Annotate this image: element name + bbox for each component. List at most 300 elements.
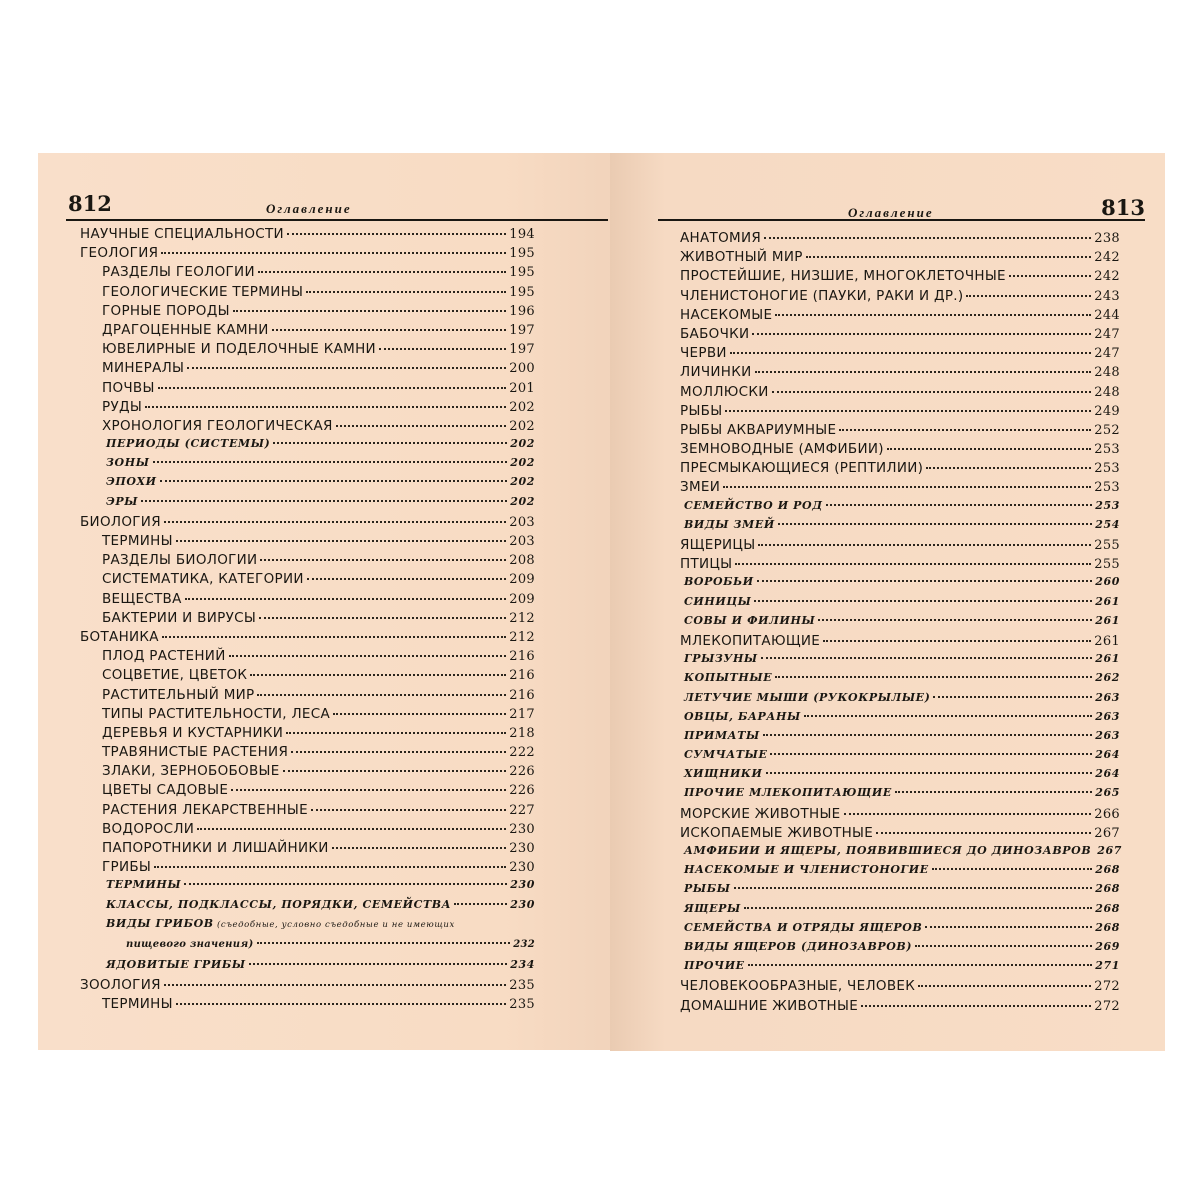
dot-leader [918,985,1091,987]
toc-entry-title: МИНЕРАЛЫ [102,360,185,377]
toc-entry [80,958,535,977]
toc-entry-title: БОТАНИКА [80,628,159,645]
toc-entry-page: 197 [509,322,535,338]
toc-entry-page: 202 [510,475,535,489]
toc-entry [680,288,1120,307]
toc-entry [80,418,535,437]
toc-entry-page: 216 [509,668,535,684]
toc-entry-title: НАСЕКОМЫЕ [680,306,773,323]
toc-entry-title: ДОМАШНИЕ ЖИВОТНЫЕ [680,997,859,1014]
dot-leader [758,544,1091,546]
dot-leader [804,715,1092,717]
dot-leader [933,696,1092,698]
toc-entry [80,456,535,475]
toc-entry-title: СОЦВЕТИЕ, ЦВЕТОК [102,667,248,684]
dot-leader [158,387,507,389]
toc-entry-page: 268 [1095,863,1120,877]
toc-entry-page: 243 [1094,288,1120,304]
toc-entry-title: КОПЫТНЫЕ [684,671,773,685]
toc-entry [680,671,1120,690]
toc-entry-page: 267 [1094,825,1120,841]
toc-entry-title: НАУЧНЫЕ СПЕЦИАЛЬНОСТИ [80,226,284,242]
toc-entry [80,284,535,303]
toc-entry [80,859,535,878]
toc-entry [80,303,535,322]
toc-entry [80,629,535,648]
toc-entry [80,977,535,996]
toc-entry-page: 234 [510,957,535,971]
toc-entry-title: ХИЩНИКИ [684,767,763,781]
toc-entry [680,767,1120,786]
dot-leader [723,486,1091,488]
toc-entry [80,533,535,552]
toc-entry-page: 195 [509,265,535,281]
toc-entry [680,652,1120,671]
toc-entry-page: 255 [1094,538,1120,553]
toc-entry-page: 263 [1095,728,1120,742]
dot-leader [876,832,1091,834]
dot-leader [844,813,1092,815]
dot-leader [735,563,1091,565]
dot-leader [778,523,1092,525]
dot-leader [818,619,1092,621]
toc-entry [80,648,535,667]
dot-leader [775,314,1091,316]
toc-entry-page: 268 [1095,882,1120,896]
dot-leader [286,732,506,734]
toc-entry [80,917,535,939]
running-title: Оглавление [266,201,352,216]
toc-entry-page: 208 [509,553,535,569]
toc-entry [80,610,535,629]
toc-entry-page: 247 [1094,326,1120,342]
toc-entry-title: ВИДЫ ГРИБОВ (съедобные, условно съедобные и не имеющих [106,916,455,930]
toc-entry-page: 263 [1095,690,1120,704]
toc-entry-title: ПТИЦЫ [680,556,733,573]
dot-leader [887,448,1091,450]
dot-leader [333,713,506,715]
toc-entry-page: 260 [1095,575,1120,589]
dot-leader [454,903,507,905]
toc-entry-title: ЛЕТУЧИЕ МЫШИ (РУКОКРЫЛЫЕ) [684,690,931,704]
dot-leader [757,580,1092,582]
dot-leader [806,256,1092,258]
toc-entry-title: ТЕРМИНЫ [102,996,173,1013]
dot-leader [259,617,506,619]
toc-entry-page: 272 [1094,979,1120,995]
dot-leader [823,640,1091,642]
toc-entry-page: 235 [509,978,535,994]
toc-entry [680,403,1120,422]
dot-leader [229,655,507,657]
toc-entry-page: 202 [510,437,535,451]
dot-leader [257,942,511,944]
toc-entry [80,878,535,897]
toc-entry-page: 212 [509,610,535,626]
toc-entry-title: СУМЧАТЫЕ [684,748,768,762]
dot-leader [184,883,507,885]
dot-leader [307,578,507,580]
toc-entry [80,399,535,418]
toc-entry-page: 249 [1094,403,1120,419]
toc-entry-page: 226 [509,764,535,780]
toc-entry-title: РАСТЕНИЯ ЛЕКАРСТВЕННЫЕ [102,801,308,818]
toc-entry-page: 200 [509,361,535,377]
toc-entry-page: 263 [1095,709,1120,723]
toc-entry-title: ЗМЕИ [680,479,721,496]
dot-leader [233,310,506,312]
toc-entry-title: АНАТОМИЯ [680,230,762,246]
toc-entry-title: ЧЕЛОВЕКООБРАЗНЫЕ, ЧЕЛОВЕК [680,978,916,995]
dot-leader [273,442,507,444]
toc-entry [80,802,535,821]
toc-entry [80,706,535,725]
toc-entry-title: ЭРЫ [106,494,139,508]
toc-entry [80,226,535,245]
toc-entry-title: РЫБЫ АКВАРИУМНЫЕ [680,421,837,438]
dot-leader [287,233,506,235]
toc-entry-page: 248 [1094,365,1120,381]
toc-entry [80,821,535,840]
toc-entry-title: ЖИВОТНЫЙ МИР [680,249,803,266]
toc-entry [680,710,1120,729]
toc-entry-title: ПАПОРОТНИКИ И ЛИШАЙНИКИ [102,840,329,856]
right-page-header [658,189,1145,221]
toc-entry [80,687,535,706]
toc-entry-title: РЫБЫ [680,402,723,419]
toc-entry-title: ТЕРМИНЫ [106,878,182,892]
toc-entry-page: 266 [1094,806,1120,822]
toc-entry-title: ЗЛАКИ, ЗЕРНОБОБОВЫЕ [102,763,280,780]
left-page-header [66,189,608,221]
toc-entry-title: ЧЛЕНИСТОНОГИЕ (ПАУКИ, РАКИ И ДР.) [680,287,964,304]
toc-entry-title: КЛАССЫ, ПОДКЛАССЫ, ПОРЯДКИ, СЕМЕЙСТВА [106,897,452,911]
toc-entry-title: ЗОНЫ [106,456,150,470]
dot-leader [966,295,1091,297]
toc-entry-page: 253 [1095,498,1120,512]
table-of-contents-left [80,226,535,1016]
dot-leader [272,329,507,331]
dot-leader [154,866,506,868]
dot-leader [770,753,1092,755]
toc-entry [680,556,1120,575]
toc-entry-page: 217 [509,706,535,722]
dot-leader [772,391,1092,393]
toc-entry-page: 238 [1094,231,1120,246]
dot-leader [311,809,506,811]
toc-entry-title: ЯДОВИТЫЕ ГРИБЫ [106,957,246,971]
toc-entry-page: 252 [1094,422,1120,438]
toc-entry-title: ПРОСТЕЙШИЕ, НИЗШИЕ, МНОГОКЛЕТОЧНЫЕ [680,268,1006,285]
toc-entry [680,441,1120,460]
dot-leader [161,252,506,254]
toc-entry-title: ГЕОЛОГИЯ [80,245,159,262]
toc-entry-title: МОРСКИЕ ЖИВОТНЫЕ [680,805,841,822]
toc-entry [680,268,1120,287]
toc-entry-title: НАСЕКОМЫЕ И ЧЛЕНИСТОНОГИЕ [684,863,929,877]
toc-entry [680,307,1120,326]
toc-entry-page: 203 [509,534,535,549]
page-number: 812 [68,191,112,216]
toc-entry-page: 212 [509,629,535,645]
toc-entry-title: ЭПОХИ [106,475,157,489]
toc-entry-title: ПЕРИОДЫ (СИСТЕМЫ) [106,437,271,451]
toc-entry-title: СОВЫ И ФИЛИНЫ [684,613,816,627]
toc-entry-page: 226 [509,783,535,799]
toc-entry [80,495,535,514]
dot-leader [162,636,506,638]
dot-leader [231,789,506,791]
dot-leader [725,410,1091,412]
toc-entry [80,667,535,686]
dot-leader [839,429,1091,431]
toc-entry-page: 197 [509,342,535,358]
running-title: Оглавление [848,205,934,220]
toc-entry-title: ВИДЫ ЯЩЕРОВ (ДИНОЗАВРОВ) [684,939,913,953]
toc-entry [80,939,535,958]
dot-leader [761,657,1092,659]
dot-leader [306,291,506,293]
dot-leader [925,926,1092,928]
toc-entry-page: 216 [509,687,535,703]
toc-entry [80,437,535,456]
toc-entry [680,422,1120,441]
toc-entry-title: ОВЦЫ, БАРАНЫ [684,709,801,723]
toc-entry-title: СЕМЕЙСТВО И РОД [684,498,823,512]
toc-entry-title: МОЛЛЮСКИ [680,383,769,400]
dot-leader [185,598,507,600]
toc-entry-title: БИОЛОГИЯ [80,513,161,530]
dot-leader [755,371,1092,373]
toc-entry [680,978,1120,997]
toc-entry-page: 218 [509,725,535,741]
toc-entry-page: 230 [510,897,535,911]
toc-entry-page: 261 [1095,652,1120,666]
toc-entry-page: 255 [1094,557,1120,573]
toc-entry-title: ИСКОПАЕМЫЕ ЖИВОТНЫЕ [680,824,874,841]
toc-entry-title: ЧЕРВИ [680,345,727,362]
dot-leader [730,352,1091,354]
toc-entry-title: СИНИЦЫ [684,594,752,608]
toc-entry [80,475,535,494]
toc-entry-page: 262 [1095,671,1120,685]
toc-entry-page: 271 [1095,959,1120,973]
toc-entry-title: ВОРОБЬИ [684,575,754,589]
toc-entry-page: 242 [1094,269,1120,285]
dot-leader [332,847,507,849]
toc-entry [680,863,1120,882]
toc-entry-title: ГЕОЛОГИЧЕСКИЕ ТЕРМИНЫ [102,283,304,300]
dot-leader [752,333,1091,335]
toc-entry-page: 194 [509,227,535,242]
dot-leader [164,521,506,523]
toc-entry-title: ЮВЕЛИРНЫЕ И ПОДЕЛОЧНЫЕ КАМНИ [102,341,376,358]
dot-leader [283,770,507,772]
toc-entry-title: ДЕРЕВЬЯ И КУСТАРНИКИ [102,724,284,741]
dot-leader [748,964,1093,966]
toc-entry-title: ЦВЕТЫ САДОВЫЕ [102,782,229,799]
toc-entry [680,959,1120,978]
toc-entry-page: 196 [509,303,535,319]
toc-entry-title: ГРИБЫ [102,859,152,876]
toc-entry-title: СИСТЕМАТИКА, КАТЕГОРИИ [102,571,304,588]
toc-entry-page: 209 [509,572,535,588]
toc-entry-title: АМФИБИИ И ЯЩЕРЫ, ПОЯВИВШИЕСЯ ДО ДИНОЗАВРОВ [684,844,1092,857]
toc-entry [680,230,1120,249]
toc-entry [680,479,1120,498]
toc-entry [680,518,1120,537]
toc-entry [680,748,1120,767]
toc-entry-page: 247 [1094,346,1120,362]
dot-leader [141,500,507,502]
toc-entry [680,844,1120,863]
dot-leader [1009,275,1091,277]
dot-leader [249,963,508,965]
toc-entry-page: 230 [509,821,535,837]
toc-entry-page: 261 [1095,613,1120,627]
dot-leader [336,425,507,427]
toc-entry [680,902,1120,921]
toc-entry [80,245,535,264]
toc-entry [680,249,1120,268]
dot-leader [734,887,1093,889]
toc-entry [80,552,535,571]
toc-entry-title: ВЕЩЕСТВА [102,590,182,607]
toc-entry-title: БАКТЕРИИ И ВИРУСЫ [102,609,257,626]
toc-entry-page: 264 [1095,767,1120,781]
dot-leader [754,600,1092,602]
toc-entry [680,921,1120,940]
toc-entry-page: 230 [510,878,535,892]
toc-entry-page: 227 [509,802,535,818]
toc-entry-title: ХРОНОЛОГИЯ ГЕОЛОГИЧЕСКАЯ [102,417,333,434]
toc-entry [680,614,1120,633]
toc-entry-page: 203 [509,514,535,530]
toc-entry [80,591,535,610]
toc-entry-page: 201 [509,380,535,396]
toc-entry [80,341,535,360]
table-of-contents-right [680,230,1120,1017]
dot-leader [861,1005,1091,1007]
toc-entry-title: ЛИЧИНКИ [680,364,752,381]
toc-entry-page: 222 [509,745,535,761]
toc-entry-page: 244 [1094,307,1120,323]
toc-entry-page: 254 [1095,517,1120,531]
toc-entry-page: 209 [509,591,535,607]
dot-leader [160,480,508,482]
dot-leader [258,271,506,273]
toc-entry-title: ЯЩЕРИЦЫ [680,537,756,553]
toc-entry-page: 269 [1095,939,1120,953]
toc-entry-title: ТРАВЯНИСТЫЕ РАСТЕНИЯ [102,744,289,761]
toc-entry [680,595,1120,614]
toc-entry [680,729,1120,748]
dot-leader [197,828,506,830]
dot-leader [187,367,506,369]
toc-entry-page: 268 [1095,901,1120,915]
toc-entry-title: ЯЩЕРЫ [684,901,741,915]
dot-leader [257,694,506,696]
toc-entry [680,940,1120,959]
toc-entry [680,882,1120,901]
toc-entry [80,840,535,859]
toc-entry [680,326,1120,345]
dot-leader [895,791,1092,793]
toc-entry-page: 202 [510,494,535,508]
toc-entry-title: ГРЫЗУНЫ [684,652,758,666]
toc-entry-page: 253 [1094,442,1120,458]
toc-entry-title: ПРИМАТЫ [684,728,760,742]
toc-entry-page: 202 [510,456,535,470]
toc-entry-page: 265 [1095,786,1120,800]
toc-entry-page: 268 [1095,920,1120,934]
dot-leader [145,406,506,408]
toc-entry [80,996,535,1015]
toc-entry-page: 253 [1094,461,1120,477]
toc-entry [680,384,1120,403]
toc-entry-page: 230 [509,860,535,876]
toc-entry-page: 264 [1095,748,1120,762]
toc-entry [680,633,1120,652]
toc-entry [680,825,1120,844]
toc-entry-title: ВОДОРОСЛИ [102,820,195,837]
dot-leader [164,984,506,986]
toc-entry [680,345,1120,364]
right-page [610,153,1165,1051]
toc-entry-title: БАБОЧКИ [680,325,750,342]
toc-entry [80,571,535,590]
toc-entry-page: 195 [509,246,535,262]
toc-entry-page: 253 [1094,480,1120,496]
page-number: 813 [1101,195,1145,220]
toc-entry [680,460,1120,479]
toc-entry-title: РАСТИТЕЛЬНЫЙ МИР [102,686,255,703]
dot-leader [379,348,506,350]
toc-entry-page: 195 [509,284,535,300]
toc-entry-page: 235 [509,997,535,1013]
toc-entry [80,360,535,379]
toc-entry-title: РЫБЫ [684,882,731,896]
toc-entry [80,898,535,917]
dot-leader [932,868,1093,870]
dot-leader [926,467,1091,469]
toc-entry-title: ЗООЛОГИЯ [80,977,161,994]
toc-entry-title: ПЛОД РАСТЕНИЙ [102,648,226,665]
dot-leader [260,559,506,561]
toc-entry-title: РУДЫ [102,398,143,415]
toc-entry [80,322,535,341]
dot-leader [764,237,1091,239]
toc-entry-page: 267 [1097,844,1122,857]
toc-entry-page: 216 [509,649,535,665]
toc-entry-page: 272 [1094,998,1120,1014]
toc-entry [80,514,535,533]
toc-entry-page: 261 [1095,594,1120,608]
toc-entry [80,744,535,763]
dot-leader [915,945,1092,947]
dot-leader [763,734,1092,736]
toc-entry [80,763,535,782]
toc-entry-title: МЛЕКОПИТАЮЩИЕ [680,632,821,649]
toc-entry-page: 230 [509,841,535,856]
toc-entry-title: ПРОЧИЕ [684,959,745,973]
toc-entry-title: ПОЧВЫ [102,379,155,396]
toc-entry-title: РАЗДЕЛЫ БИОЛОГИИ [102,552,258,569]
toc-entry-title: РАЗДЕЛЫ ГЕОЛОГИИ [102,264,255,281]
toc-entry [680,364,1120,383]
toc-entry-page: 248 [1094,384,1120,400]
left-page [38,153,616,1050]
